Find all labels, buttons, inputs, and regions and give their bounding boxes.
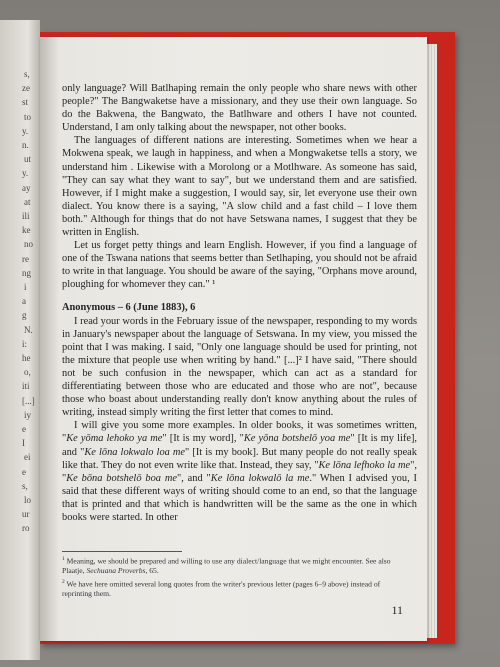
- text-run: ." When I advised you, I said that these different ways of writing should come to an end, so that the language that is printed and that which is handwritten will be the same as the one in which books were started. In other: [62, 472, 417, 523]
- setswana-example: Ke yōna botshelō yoa me: [243, 433, 351, 445]
- left-page-fragment: ze: [22, 83, 30, 94]
- setswana-example: Ke bōna botshelō boa me: [66, 472, 177, 484]
- book-page: [40, 37, 427, 641]
- left-page-fragment: o,: [24, 367, 31, 378]
- paragraph: only language? Will Batlhaping remain the only people who share news with other people?" The Bangwaketse have a missionary, and they use their own language. So do the Bakwena, the Bangwato, the Batlhware and others I have not counted. Understand, I am only talking about the newspaper, not other books.: [62, 83, 417, 134]
- left-page-fragment: y.: [22, 125, 29, 136]
- left-page-fragment: lo: [24, 495, 32, 505]
- section-heading: Anonymous – 6 (June 1883), 6: [62, 301, 196, 313]
- text-run: " [It is my word], ": [162, 433, 244, 445]
- left-page-fragment: e: [22, 424, 26, 434]
- left-page-fragment: ei: [24, 452, 31, 463]
- left-page-fragment: g: [22, 310, 27, 321]
- left-page-fragment: [...]: [22, 395, 35, 406]
- left-page-fragment: ke: [22, 225, 31, 236]
- left-page-fragment: iy: [24, 409, 32, 420]
- text-run: I will give you some more examples. In older books, it was sometimes written, ": [62, 420, 417, 445]
- footnote: [62, 555, 402, 576]
- text-run: ", ": [62, 459, 417, 484]
- text-run: We have here omitted several long quotes from the writer's previous letter (pages 6–9 above) instead of reprinting them.: [62, 579, 381, 598]
- left-page-fragment: ur: [22, 509, 30, 520]
- paragraph: The languages of different nations are interesting. Sometimes when we hear a Mokwena speak, we laugh in happiness, and when a Mongwaketse tells a story, we understand him . Likewise with a Morolong or a Motlhware. As someone has said, "They can say what they want to say", but we understand them and are satisfied. However, if I might make a suggestion, I would say, sir, let everyone use their own dialect. You know there is a saying, "A slow child and a fast child – I love them both." Although for things that do not have Setswana names, I suggest that they be written in English.: [62, 135, 417, 239]
- left-page-fragment: at: [24, 196, 31, 207]
- book-title: Sechuana Proverbs: [86, 566, 146, 576]
- setswana-example: Ke lōna lefhoko la me: [318, 459, 411, 471]
- left-page-fragment: iti: [22, 381, 30, 392]
- text-run: " [It is my book]. But many people do not really speak like that. They do not even write like that. Instead, they say, ": [62, 446, 417, 471]
- footnote-rule: [62, 551, 182, 552]
- left-page-fragment: e: [22, 466, 26, 477]
- setswana-example: Ke lōna lokwalō la me: [210, 472, 310, 484]
- footnotes: [62, 555, 402, 600]
- setswana-example: Ke lōna lokwalo loa me: [84, 446, 186, 458]
- footnote: [62, 578, 402, 599]
- left-page-fragment: a: [22, 296, 26, 307]
- left-page-fragment: ay: [22, 182, 31, 193]
- text-run: ", and ": [176, 472, 211, 484]
- left-page-fragment: ng: [22, 267, 31, 278]
- footnote-mark: 1: [62, 556, 65, 562]
- left-page-fragment: ut: [24, 154, 32, 165]
- left-page-fragment: y.: [22, 168, 29, 179]
- footnote-mark: 2: [62, 578, 65, 585]
- paragraph: [62, 419, 417, 524]
- left-page-fragment: to: [24, 111, 32, 122]
- paragraph: I read your words in the February issue of the newspaper, responding to my words in January's newspaper about the language of Setswana. In my view, you missed the point that I was making. I said, "Only one language should be used for printing, not the mixture that people use when writing by hand." [...]² I have said, "There should not be such confusion in the newspaper, which can act as a standard for differentiating between those who are educated and those who are not", because those who boast about understanding really don't know anything about the rules of writing, instead simply writing the first letter that comes to mind.: [62, 315, 417, 419]
- setswana-example: Ke yōma lehoko ya me: [66, 433, 163, 445]
- left-page-fragment: re: [22, 253, 29, 264]
- left-page-fragment: n.: [22, 140, 29, 150]
- paragraph: Let us forget petty things and learn English. However, if you find a language of one of the Tswana nations that seems better than Setlhaping, you should not be afraid to write in that language. You should be aware of the saying, "Orphans move around, ploughing for whomever they can." ¹: [62, 240, 417, 291]
- left-page-fragment: ili: [22, 211, 30, 221]
- left-page-fragment: i:: [22, 338, 28, 349]
- left-page-fragment: N.: [24, 324, 33, 335]
- body-text: [62, 82, 417, 524]
- text-run: Meaning, we should be prepared and willing to use any dialect/language that we might encounter. See also Plaatje,: [62, 556, 391, 576]
- left-page-fragment: i: [24, 282, 27, 292]
- left-page-fragment: st: [22, 97, 29, 108]
- text-run: " [It is my life], and ": [62, 433, 418, 458]
- left-page-fragment: s,: [22, 480, 28, 491]
- left-page-fragment: ro: [22, 523, 30, 534]
- left-page-fragment: no: [24, 239, 33, 250]
- left-page-fragment: s,: [24, 69, 30, 79]
- left-page: [0, 20, 40, 660]
- left-page-fragment: I: [22, 438, 25, 449]
- left-page-fragment: he: [22, 353, 31, 363]
- page-number: 11: [391, 603, 403, 617]
- text-run: , 65.: [145, 566, 159, 576]
